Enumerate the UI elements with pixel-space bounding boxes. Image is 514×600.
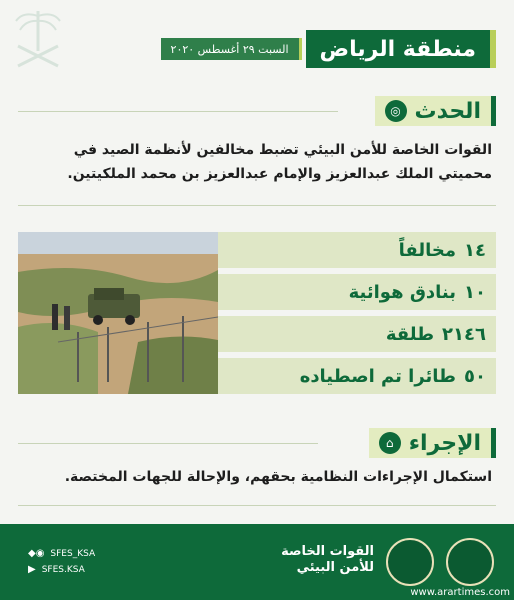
- stat-label: مخالفاً: [398, 239, 457, 261]
- youtube-handle: SFES.KSA: [41, 565, 85, 575]
- youtube-icon: ▶: [28, 564, 36, 575]
- social-links: [28, 546, 95, 578]
- action-section-title: [369, 428, 496, 458]
- brand-line-1: القوات الخاصة: [281, 544, 374, 559]
- stat-number: ٢١٤٦: [442, 323, 486, 345]
- divider: [18, 111, 338, 112]
- credit-url: www.arartimes.com: [410, 587, 510, 598]
- divider: [18, 205, 496, 206]
- palm-swords-watermark-icon: [8, 6, 68, 76]
- divider: [18, 505, 496, 506]
- field-photo: [18, 232, 218, 394]
- footer: [0, 524, 514, 600]
- stat-rounds: [206, 316, 496, 352]
- youtube-link[interactable]: [28, 562, 95, 578]
- saudi-emblem-icon: [446, 538, 494, 586]
- action-title: الإجراء: [408, 430, 481, 456]
- stats-list: [206, 232, 496, 400]
- sfes-emblem-icon: [386, 538, 434, 586]
- event-title: الحدث: [414, 98, 481, 124]
- footer-brand: [281, 544, 374, 576]
- twitter-icon: ◆◉: [28, 548, 45, 559]
- stat-number: ١٤: [464, 239, 486, 261]
- event-text: القوات الخاصة للأمن البيئي تضبط مخالفين لأنظمة الصيد في محميتي الملك عبدالعزيز والإمام عبدالعزيز بن محمد الملكيتين.: [67, 142, 492, 182]
- target-icon: ◎: [385, 100, 407, 122]
- twitter-handle: SFES_KSA: [50, 549, 96, 559]
- desert-vehicle-image: [18, 232, 218, 394]
- stat-rifles: [206, 274, 496, 310]
- twitter-link[interactable]: [28, 546, 95, 562]
- region-title: منطقة الرياض: [306, 30, 496, 68]
- divider: [18, 443, 318, 444]
- stat-label: طائرا تم اصطياده: [299, 365, 457, 387]
- courthouse-icon: ⌂: [379, 432, 401, 454]
- action-text: استكمال الإجراءات النظامية بحقهم، والإحالة للجهات المختصة.: [64, 469, 492, 485]
- stat-birds: [206, 358, 496, 394]
- event-section-title: [375, 96, 496, 126]
- stat-number: ٥٠: [464, 365, 486, 387]
- header: [161, 30, 496, 68]
- stat-label: طلقة: [385, 323, 435, 345]
- stat-label: بنادق هوائية: [348, 281, 457, 303]
- date-label: السبت ٢٩ أغسطس ٢٠٢٠: [161, 38, 302, 60]
- brand-line-2: للأمن البيئي: [296, 560, 374, 575]
- stat-number: ١٠: [464, 281, 486, 303]
- stat-violators: [206, 232, 496, 268]
